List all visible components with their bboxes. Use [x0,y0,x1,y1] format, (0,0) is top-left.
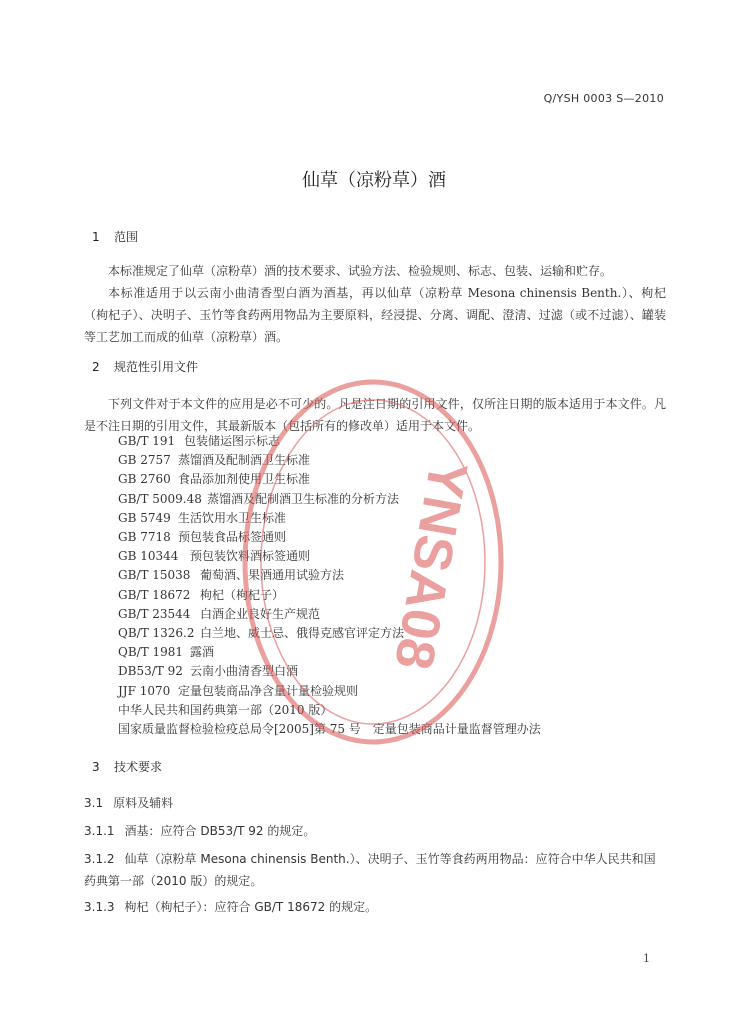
section-1-heading [92,228,138,245]
section-1-body [84,260,666,348]
reference-item: GB/T 5009.48 蒸馏酒及配制酒卫生标准的分析方法 [118,491,400,506]
document-title: 仙草（凉粉草）酒 [302,170,446,191]
subsection-number: 3.1 [84,796,104,810]
clause-text: 酒基：应符合 DB53/T 92 的规定。 [124,824,316,838]
reference-item: QB/T 1981 露酒 [118,645,215,660]
reference-item: GB/T 23544 白酒企业良好生产规范 [118,606,321,621]
section-2-intro [84,393,666,437]
subsection-title: 原料及辅料 [113,796,174,810]
clause-3-1-2 [84,848,666,892]
references-intro: 下列文件对于本文件的应用是必不可少的。凡是注日期的引用文件，仅所注日期的版本适用于本文件。凡是不注日期的引用文件，其最新版本（包括所有的修改单）适用于本文件。 [84,397,666,433]
page-number: 1 [643,952,650,965]
scope-paragraph-2: 本标准适用于以云南小曲清香型白酒为酒基，再以仙草（凉粉草 Mesona chinensis Benth.）、枸杞（枸杞子）、决明子、玉竹等食药两用物品为主要原料，经浸提、分离、调配、澄清、过滤（或不过滤）、罐装等工艺加工而成的仙草（凉粉草）酒。 [84,286,666,344]
clause-number: 3.1.3 [84,900,115,914]
reference-item: GB 7718 预包装食品标签通则 [118,530,287,545]
stamp-code-text: YNSA08 [382,456,479,674]
reference-item: GB 2757 蒸馏酒及配制酒卫生标准 [118,453,311,468]
reference-item: GB/T 18672 枸杞（枸杞子） [118,587,285,602]
reference-item: DB53/T 92 云南小曲清香型白酒 [118,664,299,679]
section-1-title: 范围 [114,230,139,244]
clause-3-1-3 [84,896,666,918]
clause-3-1-1 [84,820,666,842]
reference-list [118,432,541,739]
reference-item: 国家质量监督检验检疫总局令[2005]第 75 号 定量包装商品计量监督管理办法 [118,722,541,737]
reference-item: GB 10344 预包装饮料酒标签通则 [118,549,311,564]
reference-item: QB/T 1326.2 白兰地、威士忌、俄得克感官评定方法 [118,626,405,641]
clause-number: 3.1.1 [84,824,115,838]
section-3-heading [92,758,162,775]
reference-item: GB 5749 生活饮用水卫生标准 [118,510,287,525]
section-3-number: 3 [92,760,100,774]
section-2-title: 规范性引用文件 [114,360,199,374]
reference-item: GB/T 15038 葡萄酒、果酒通用试验方法 [118,568,345,583]
reference-item: JJF 1070 定量包装商品净含量计量检验规则 [118,683,359,698]
reference-item: GB/T 191 包装储运图示标志 [118,434,281,448]
standard-code: Q/YSH 0003 S—2010 [543,92,664,105]
reference-item: 中华人民共和国药典第一部（2010 版） [118,702,333,717]
clause-number: 3.1.2 [84,852,115,866]
section-2-heading [92,358,198,375]
section-2-number: 2 [92,360,100,374]
subsection-3-1 [84,792,666,814]
clause-text: 枸杞（枸杞子）：应符合 GB/T 18672 的规定。 [124,900,378,914]
clause-text: 仙草（凉粉草 Mesona chinensis Benth.）、决明子、玉竹等食药两用物品：应符合中华人民共和国药典第一部（2010 版）的规定。 [84,852,656,888]
section-3-title: 技术要求 [114,760,163,774]
section-1-number: 1 [92,230,100,244]
reference-item: GB 2760 食品添加剂使用卫生标准 [118,472,311,487]
scope-paragraph-1: 本标准规定了仙草（凉粉草）酒的技术要求、试验方法、检验规则、标志、包装、运输和贮存。 [108,264,613,278]
